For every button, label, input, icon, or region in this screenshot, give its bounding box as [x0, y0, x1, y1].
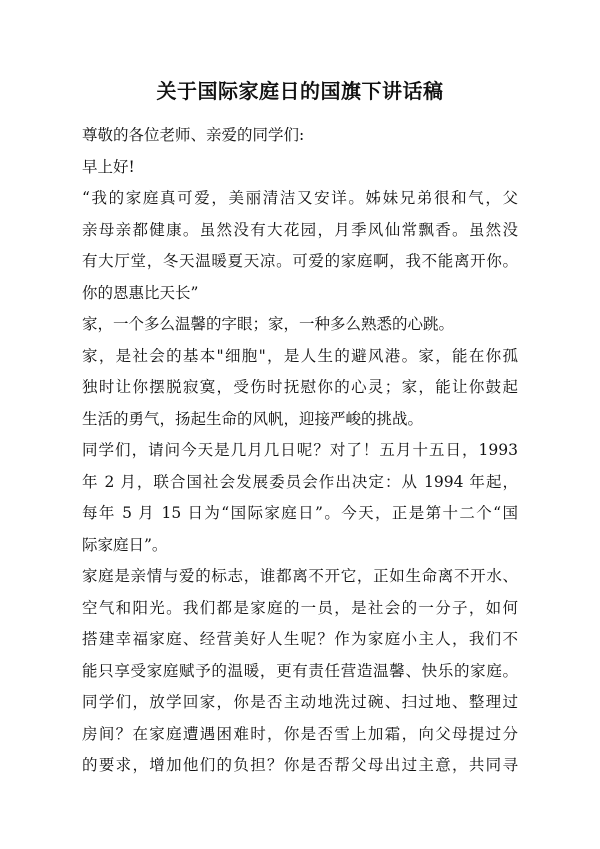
text-line: 际家庭日”。: [82, 535, 168, 554]
text-line: 房间？在家庭遭遇困难时，你是否雪上加霜，向父母提过分: [82, 724, 518, 743]
text-line: 能只享受家庭赋予的温暖，更有责任营造温馨、快乐的家庭。: [82, 661, 518, 680]
text-line: 家，一个多么温馨的字眼；家，一种多么熟悉的心跳。: [82, 315, 455, 333]
text-line: 搭建幸福家庭、经营美好人生呢？作为家庭小主人，我们不: [82, 630, 518, 648]
text-line: 家，是社会的基本"细胞"，是人生的避风港。家，能在你孤: [82, 346, 518, 365]
text-line: 每年 5 月 15 日为“国际家庭日”。今天，正是第十二个“国: [82, 504, 518, 522]
speech-body: [82, 120, 518, 782]
text-line: 同学们，请问今天是几月几日呢？对了！五月十五日，1993: [82, 441, 518, 459]
text-line: 空气和阳光。我们都是家庭的一员，是社会的一分子，如何: [82, 598, 518, 617]
text-line: 你的恩惠比天长”: [82, 283, 199, 302]
text-line: 年 2 月，联合国社会发展委员会作出决定：从 1994 年起，: [82, 472, 518, 491]
text-line: 生活的勇气，扬起生命的风帆，迎接严峻的挑战。: [82, 409, 424, 428]
page-title: 关于国际家庭日的国旗下讲话稿: [156, 79, 444, 103]
text-line: 家庭是亲情与爱的标志，谁都离不开它，正如生命离不开水、: [82, 567, 518, 585]
text-line: 亲母亲都健康。虽然没有大花园，月季风仙常飘香。虽然没: [82, 220, 518, 239]
text-line: 有大厅堂，冬天温暖夏天凉。可爱的家庭啊，我不能离开你。: [82, 252, 518, 270]
greeting-line: 早上好!: [82, 157, 135, 176]
text-line: 的要求，增加他们的负担？你是否帮父母出过主意，共同寻: [82, 756, 518, 774]
text-line: 独时让你摆脱寂寞，受伤时抚慰你的心灵；家，能让你鼓起: [82, 378, 518, 396]
salutation-line: 尊敬的各位老师、亲爱的同学们:: [82, 126, 305, 144]
text-line: “我的家庭真可爱，美丽清洁又安详。姊妹兄弟很和气，父: [82, 189, 518, 207]
text-line: 同学们，放学回家，你是否主动地洗过碗、扫过地、整理过: [82, 693, 518, 711]
